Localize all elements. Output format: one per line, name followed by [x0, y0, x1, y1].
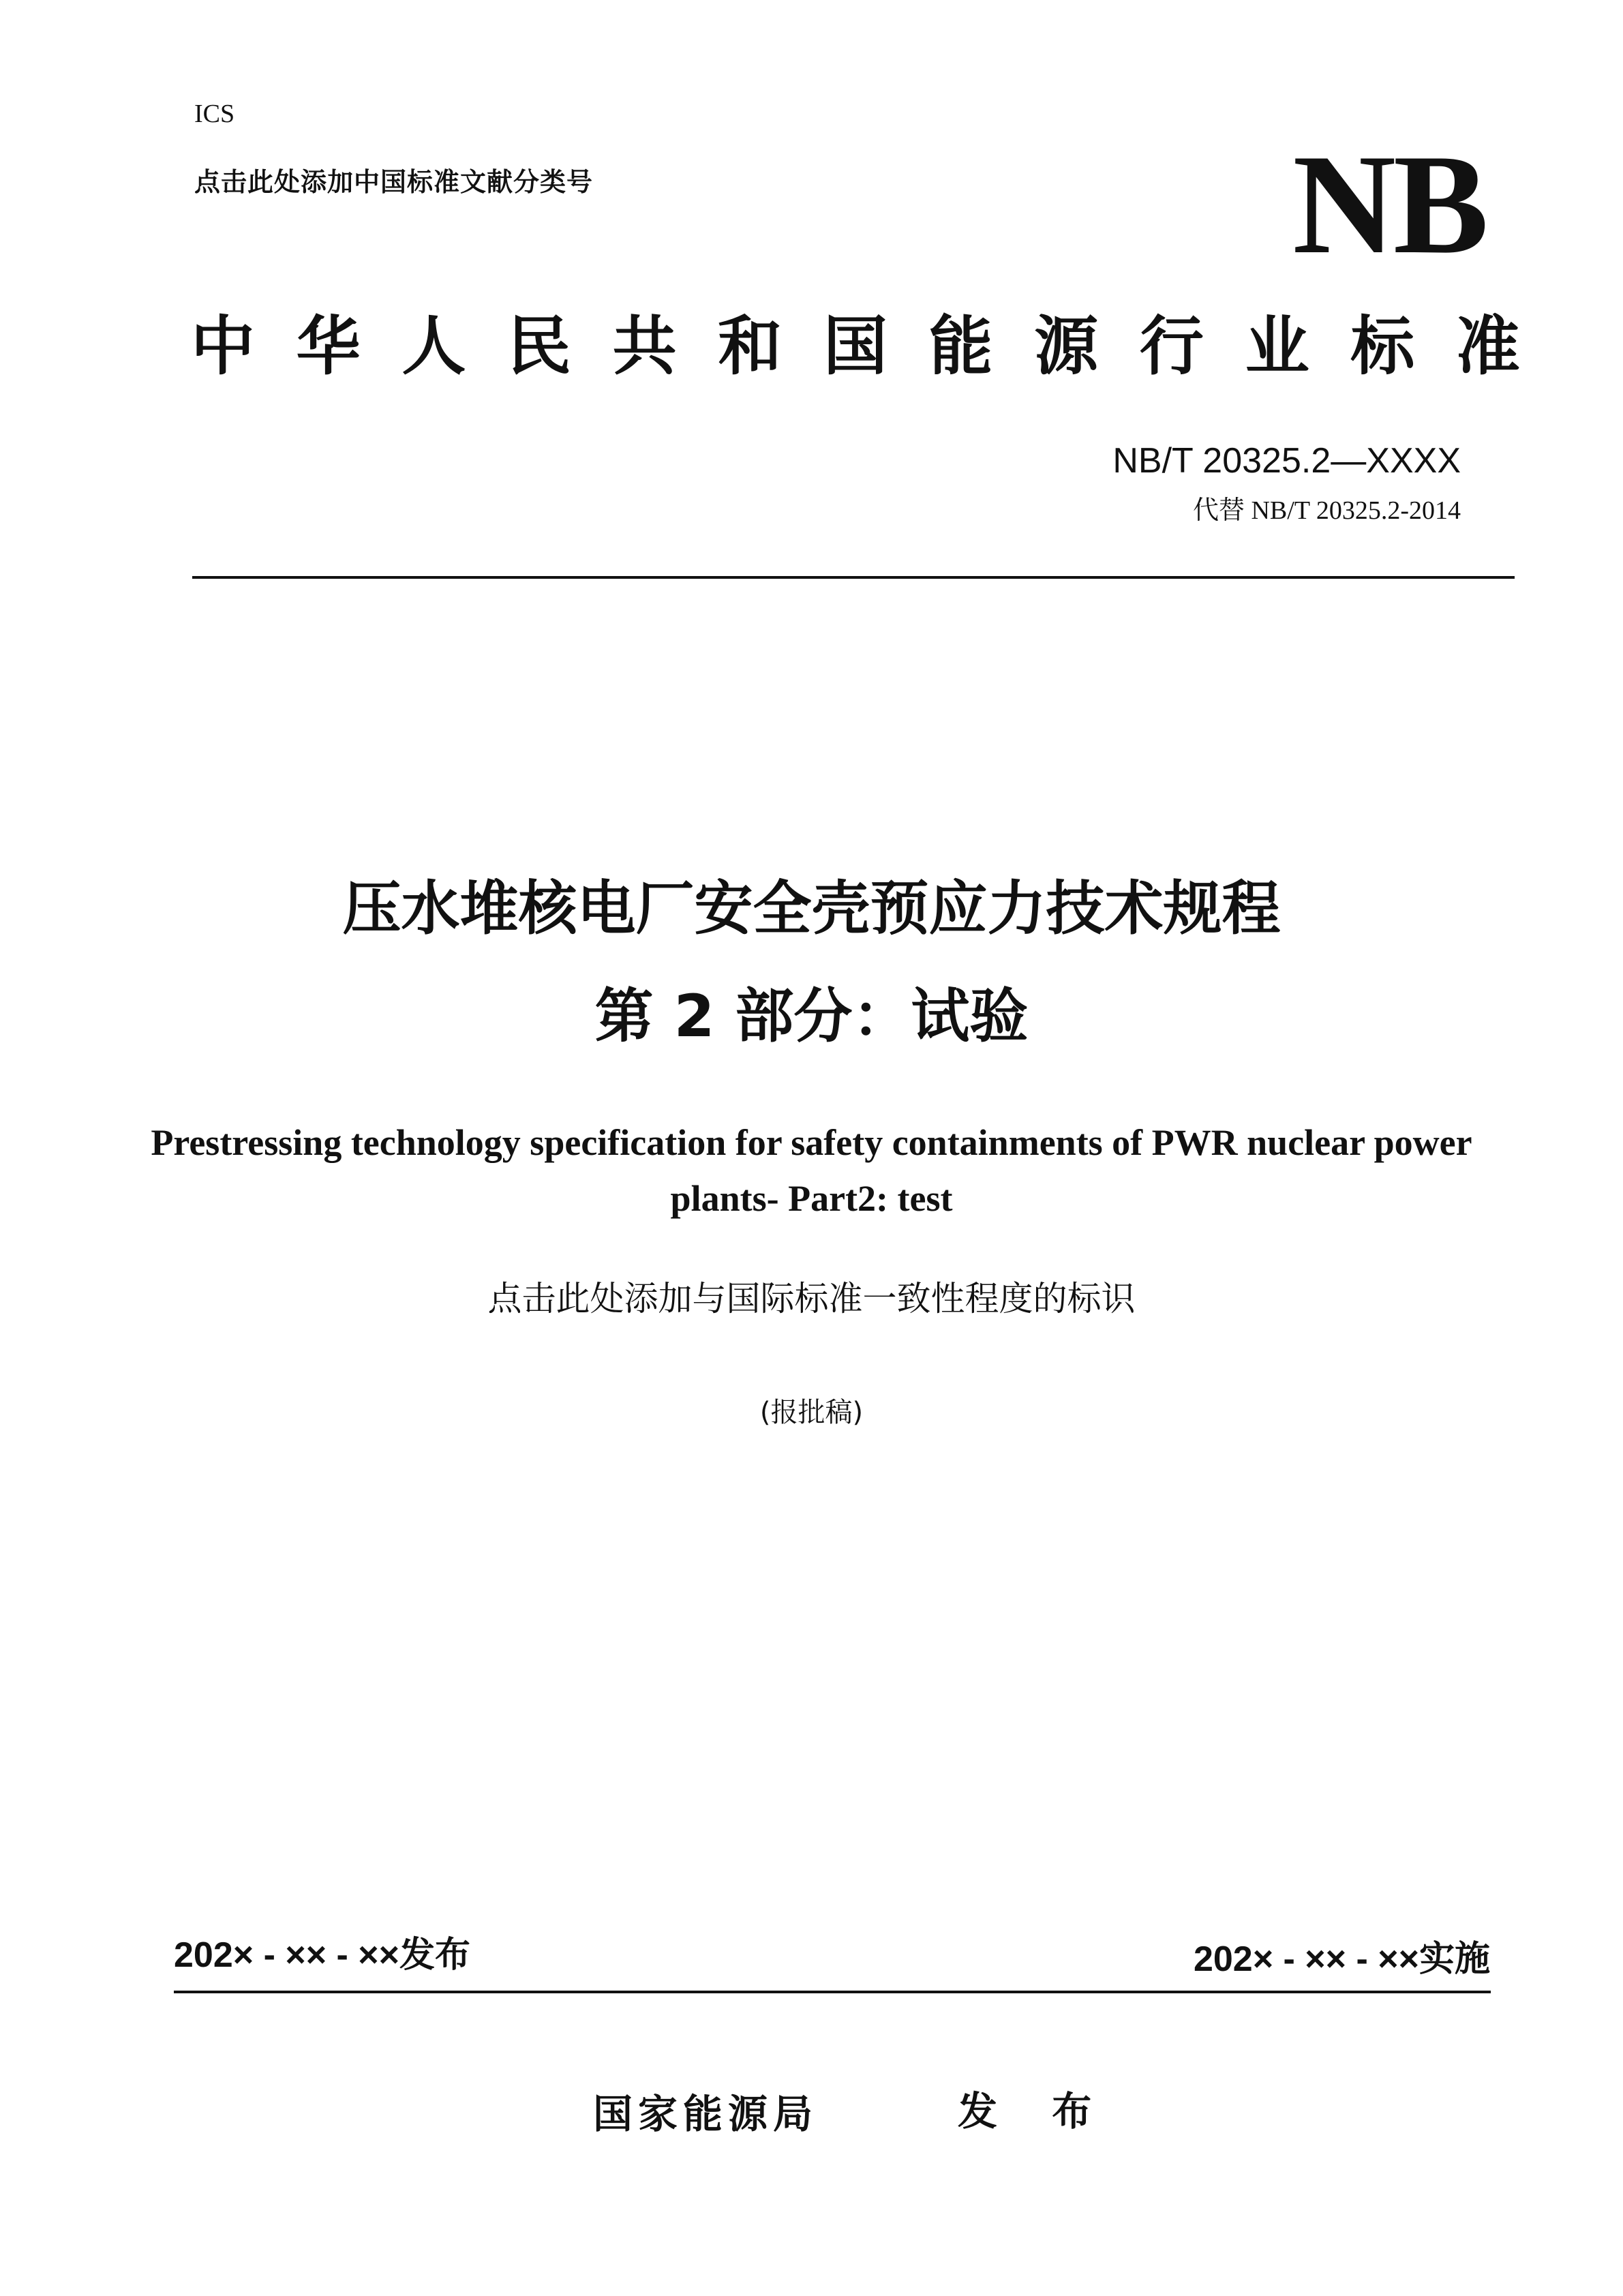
industry-title-char: 和 [718, 309, 783, 384]
publish-date: 202× - ×× - ××发布 [174, 1935, 471, 1975]
industry-title-char: 源 [1034, 309, 1099, 384]
chinese-title-line-2: 第 2 部分：试验 [594, 982, 1029, 1051]
standard-number: NB/T 20325.2—XXXX [1112, 441, 1461, 481]
industry-title-char: 国 [823, 309, 888, 384]
industry-title-char: 共 [612, 309, 677, 384]
industry-title-char: 民 [506, 309, 571, 384]
draft-status: (报批稿) [759, 1397, 864, 1428]
implement-date: 202× - ×× - ××实施 [1193, 1939, 1490, 1979]
industry-title-char: 标 [1350, 309, 1415, 384]
nb-logo: NB [1292, 125, 1486, 284]
classification-number-placeholder[interactable]: 点击此处添加中国标准文献分类号 [194, 167, 594, 197]
replaces-standard: 代替 NB/T 20325.2-2014 [1192, 496, 1461, 525]
english-title: Prestressing technology specification for safety containments of PWR nuclear power plants- Part2: test [151, 1122, 1472, 1219]
chinese-title-line-1: 压水堆核电厂安全壳预应力技术规程 [342, 875, 1281, 943]
industry-title-char: 人 [401, 309, 466, 384]
industry-title-char: 中 [191, 309, 256, 384]
industry-title-char: 华 [296, 309, 361, 384]
issue-label: 发 布 [958, 2088, 1112, 2134]
consistency-placeholder[interactable]: 点击此处添加与国际标准一致性程度的标识 [487, 1279, 1136, 1318]
ics-label: ICS [194, 100, 235, 128]
issuing-authority: 国家能源局 [593, 2091, 819, 2137]
bottom-divider [174, 1991, 1491, 1993]
industry-title-char: 准 [1455, 309, 1520, 384]
industry-title-char: 行 [1139, 309, 1204, 384]
industry-standard-title [191, 309, 1520, 384]
industry-title-char: 能 [928, 309, 993, 384]
industry-title-char: 业 [1245, 309, 1309, 384]
top-divider [192, 576, 1515, 579]
